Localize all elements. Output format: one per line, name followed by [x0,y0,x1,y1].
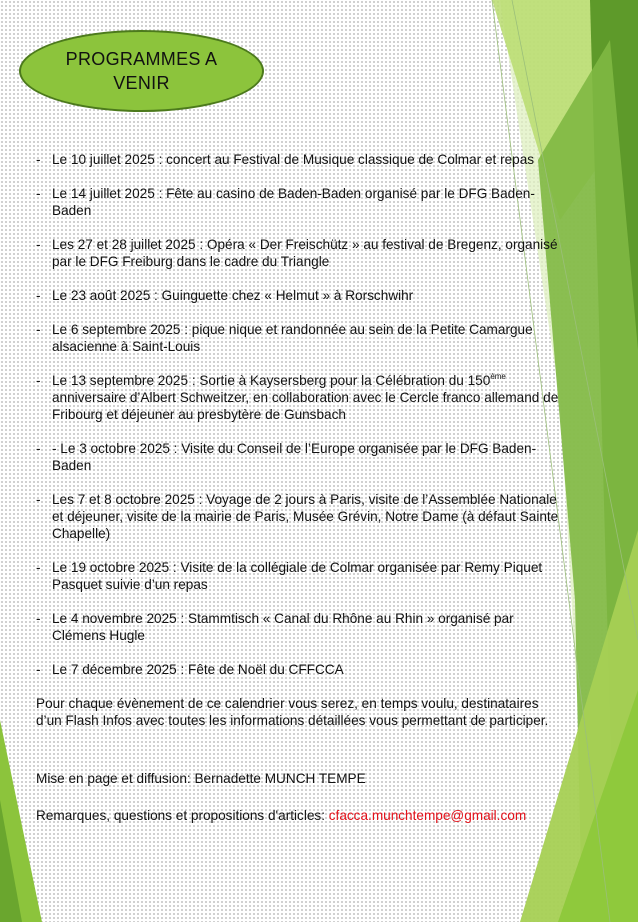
event-text: Les 27 et 28 juillet 2025 : Opéra « Der Freischütz » au festival de Bregenz, organisé par le DFG Freiburg dans le cadre du Triangle [52,237,558,269]
event-text: Le 7 décembre 2025 : Fête de Noël du CFFCCA [52,662,344,677]
event-text: Le 19 octobre 2025 : Visite de la collégiale de Colmar organisée par Remy Piquet Pasquet suivie d’un repas [52,560,543,592]
remarks-line [36,807,561,824]
bullet-dash: - [36,288,41,303]
event-text: Le 4 novembre 2025 : Stammtisch « Canal du Rhône au Rhin » organisé par Clémens Hugle [52,611,514,643]
event-text: Le 6 septembre 2025 : pique nique et randonnée au sein de la Petite Camargue alsacienne à Saint-Louis [52,322,533,354]
bullet-dash: - [36,322,41,337]
event-text: - Le 3 octobre 2025 : Visite du Conseil de l’Europe organisée par le DFG Baden-Baden [52,441,537,473]
list-item [36,185,561,219]
bullet-dash: - [36,560,41,575]
bullet-dash: - [36,611,41,626]
bullet-dash: - [36,662,41,677]
bullet-dash: - [36,186,41,201]
event-text: Les 7 et 8 octobre 2025 : Voyage de 2 jours à Paris, visite de l’Assemblée Nationale et déjeuner, visite de la mairie de Paris, Musée Grévin, Notre Dame (à défaut Sainte Chapelle) [52,492,559,541]
event-text-continued: anniversaire d’Albert Schweitzer, en collaboration avec le Cercle franco allemand de Fribourg et déjeuner au presbytère de Gunsbach [52,390,559,422]
page-title: PROGRAMMES A VENIR [65,49,218,93]
event-text: Le 13 septembre 2025 : Sortie à Kaysersberg pour la Célébration du 150 [52,373,491,388]
list-item [36,610,561,644]
email-link[interactable]: cfacca.munchtempe@gmail.com [328,808,527,823]
title-ellipse [19,30,264,112]
remarks-label: Remarques, questions et propositions d'articles: [36,808,329,823]
list-item [36,661,561,678]
event-text: Le 10 juillet 2025 : concert au Festival de Musique classique de Colmar et repas [52,152,535,167]
credit-line: Mise en page et diffusion: Bernadette MUNCH TEMPE [36,771,366,786]
superscript-eme: ème [490,372,506,381]
bullet-dash: - [36,373,41,388]
list-item [36,151,561,168]
event-text: Le 23 août 2025 : Guinguette chez « Helmut » à Rorschwihr [52,288,414,303]
list-item [36,372,561,423]
list-item [36,440,561,474]
list-item [36,287,561,304]
events-list [36,151,561,678]
event-text: Le 14 juillet 2025 : Fête au casino de Baden-Baden organisé par le DFG Baden-Baden [52,186,535,218]
info-paragraph: Pour chaque évènement de ce calendrier vous serez, en temps voulu, destinataires d’un Flash Infos avec toutes les informations détaillées vous permettant de participer. [36,696,549,728]
content-area [36,151,561,824]
list-item [36,559,561,593]
bullet-dash: - [36,492,41,507]
bullet-dash: - [36,237,41,252]
list-item [36,491,561,542]
list-item [36,236,561,270]
list-item [36,321,561,355]
bullet-dash: - [36,441,41,456]
bullet-dash: - [36,152,41,167]
